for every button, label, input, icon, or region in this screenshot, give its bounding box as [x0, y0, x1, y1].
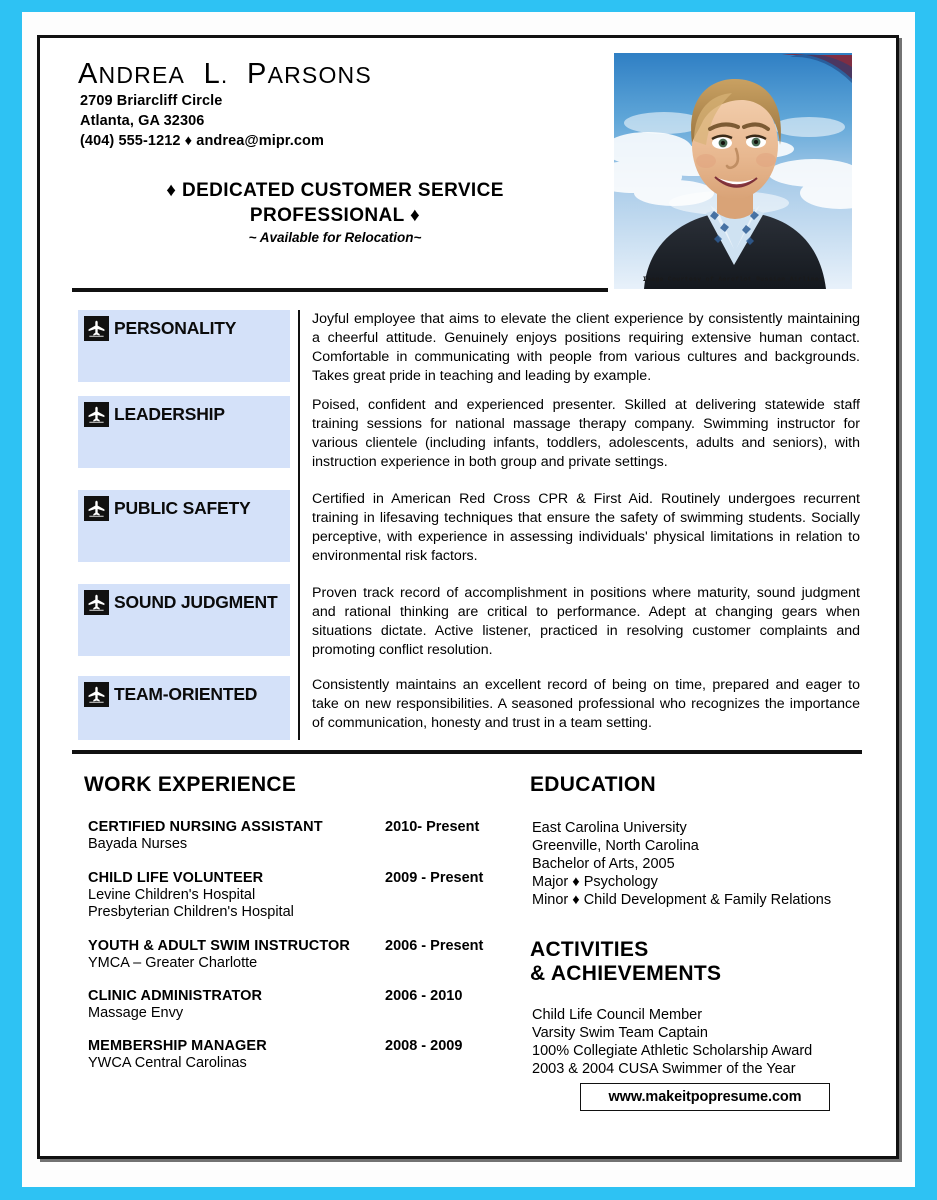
skill-description: Joyful employee that aims to elevate the client experience by consistently maintaining a cheerful attitude. Genuinely enjoys positions requiring extensive human contact. Comfortable in communicating with people from various cultures and backgrounds. Takes great pride in teaching and leading by example.	[312, 311, 860, 384]
skill-heading-sound-judgment	[84, 590, 277, 615]
job-title: CHILD LIFE VOLUNTEER	[88, 870, 264, 886]
section-divider	[72, 750, 862, 754]
skill-label: PERSONALITY	[114, 318, 237, 338]
skill-description: Proven track record of accomplishment in positions where maturity, sound judgment and rational thinking are critical to performance. Adept at changing gears when situations dictate. Active listener, practiced in resolving customer complaints and promoting conflict resolution.	[312, 585, 860, 658]
job-organization: YWCA Central Carolinas	[88, 1055, 247, 1071]
resume-page	[40, 38, 896, 1156]
portrait-photo	[614, 53, 852, 289]
website-badge[interactable]	[580, 1083, 830, 1111]
job-organization-secondary: Presbyterian Children's Hospital	[88, 904, 294, 920]
job-dates: 2009 - Present	[385, 870, 484, 886]
activities-title	[530, 938, 721, 985]
job-dates: 2006 - Present	[385, 938, 484, 954]
activity-line: 2003 & 2004 CUSA Swimmer of the Year	[532, 1061, 796, 1077]
education-title: EDUCATION	[530, 773, 656, 796]
activity-line: Child Life Council Member	[532, 1007, 703, 1023]
address-line-1: 2709 Briarcliff Circle	[80, 93, 223, 109]
work-experience-title: WORK EXPERIENCE	[84, 773, 297, 796]
skill-label: SOUND JUDGMENT	[114, 592, 278, 612]
job-dates: 2010- Present	[385, 819, 480, 835]
relocation-tagline: ~ Available for Relocation~	[248, 230, 422, 245]
address-line-2: Atlanta, GA 32306	[80, 113, 205, 129]
education-line: Major ♦ Psychology	[532, 874, 658, 890]
job-organization: Bayada Nurses	[88, 836, 188, 852]
job-dates: 2006 - 2010	[385, 988, 463, 1004]
skill-label: TEAM-ORIENTED	[114, 684, 258, 704]
skill-description: Consistently maintains an excellent record of being on time, prepared and eager to take on new responsibilities. A seasoned professional who recognizes the importance of communication, honesty and trust in a team setting.	[312, 677, 860, 731]
job-organization: Levine Children's Hospital	[88, 887, 256, 903]
job-dates: 2008 - 2009	[385, 1038, 463, 1054]
professional-headline: ♦ DEDICATED CUSTOMER SERVICE PROFESSIONAL ♦	[166, 180, 504, 227]
job-title: CERTIFIED NURSING ASSISTANT	[88, 819, 323, 835]
education-line: Minor ♦ Child Development & Family Relations	[532, 892, 832, 908]
job-title: CLINIC ADMINISTRATOR	[88, 988, 263, 1004]
skill-label: PUBLIC SAFETY	[114, 498, 251, 518]
header-divider	[72, 288, 608, 292]
activities-title-line-2: & ACHIEVEMENTS	[530, 961, 722, 985]
job-title: MEMBERSHIP MANAGER	[88, 1038, 267, 1054]
airplane-icon	[84, 682, 109, 707]
activity-line: Varsity Swim Team Captain	[532, 1025, 708, 1041]
skill-description: Poised, confident and experienced presenter. Skilled at delivering statewide staff training sessions for national massage therapy company. Swimming instructor for various clientele (including infants, toddlers, adolescents, adults and seniors), with instruction experience in both group and private settings.	[312, 397, 860, 470]
skill-heading-personality	[84, 316, 236, 341]
contact-line: (404) 555-1212 ♦ andrea@mipr.com	[80, 133, 324, 149]
airplane-icon	[84, 402, 109, 427]
skill-description: Certified in American Red Cross CPR & First Aid. Routinely undergoes recurrent training in lifesaving techniques that ensure the safety of swimming students. Socially perceptive, with experience in assessing individuals' physical limitations in relation to environmental risk factors.	[312, 491, 860, 564]
job-organization: YMCA – Greater Charlotte	[88, 955, 258, 971]
skill-heading-team-oriented	[84, 682, 257, 707]
education-line: Bachelor of Arts, 2005	[532, 856, 675, 872]
activities-title-line-1: ACTIVITIES	[530, 938, 649, 961]
education-line: Greenville, North Carolina	[532, 838, 699, 854]
skill-heading-public-safety	[84, 496, 250, 521]
education-line: East Carolina University	[532, 820, 687, 836]
skill-label: LEADERSHIP	[114, 404, 225, 424]
activity-line: 100% Collegiate Athletic Scholarship Award	[532, 1043, 813, 1059]
website-url: www.makeitpopresume.com	[608, 1089, 802, 1105]
airplane-icon	[84, 316, 109, 341]
airplane-icon	[84, 590, 109, 615]
skills-vertical-divider	[298, 310, 300, 740]
page-title: ANDREA L. PARSONS	[78, 58, 372, 90]
photo-credit-caption: Image Courtesy of Aeroflot Russian Airlines	[642, 276, 824, 283]
airplane-icon	[84, 496, 109, 521]
skill-heading-leadership	[84, 402, 225, 427]
job-title: YOUTH & ADULT SWIM INSTRUCTOR	[88, 938, 351, 954]
job-organization: Massage Envy	[88, 1005, 184, 1021]
